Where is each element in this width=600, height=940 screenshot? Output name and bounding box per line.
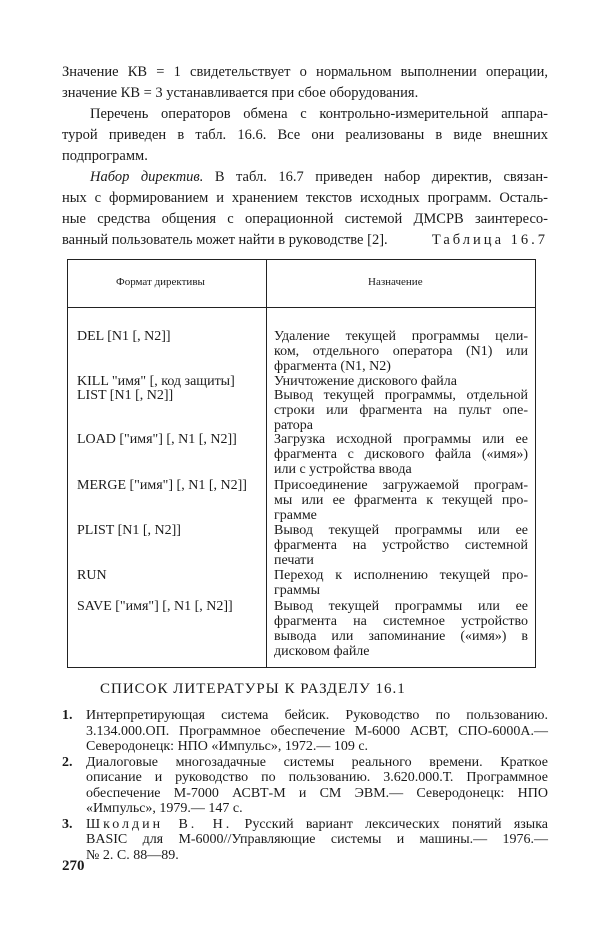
directives-table bbox=[67, 259, 536, 668]
text-line: грамме bbox=[274, 508, 317, 523]
text-line: строки или фрагмента на пульт опе- bbox=[274, 403, 528, 418]
text-line: Вывод текущей программы или ее bbox=[274, 599, 528, 614]
reference-item bbox=[62, 817, 548, 864]
reference-author: Школдин В. Н. bbox=[86, 816, 233, 832]
text-line: Загрузка исходной программы или ее bbox=[274, 432, 528, 447]
column-header-purpose: Назначение bbox=[368, 276, 423, 288]
text-line: фрагмента (N1, N2) bbox=[274, 359, 391, 374]
directive-format: DEL [N1 [, N2]] bbox=[77, 329, 171, 344]
text-line: Удаление текущей программы цели- bbox=[274, 329, 528, 344]
directive-description bbox=[274, 374, 528, 389]
reference-item bbox=[62, 708, 548, 755]
reference-number: 3. bbox=[62, 816, 73, 832]
text-line: вывода или запоминание («имя») в bbox=[274, 629, 528, 644]
column-divider bbox=[266, 260, 267, 667]
text-line: ратора bbox=[274, 418, 313, 433]
text-line: ные средства общения с операционной системой ДМСРВ заинтересо- bbox=[62, 211, 548, 227]
text-line: 3.134.000.ОП. Программное обеспечение М-6000 АСВТ, СПО-6000А.— bbox=[86, 723, 548, 739]
text-line bbox=[86, 817, 548, 833]
directive-description bbox=[274, 432, 528, 477]
text-line: печати bbox=[274, 553, 314, 568]
directive-format: PLIST [N1 [, N2]] bbox=[77, 523, 181, 538]
text-line: Интерпретирующая система бейсик. Руководство по пользованию. bbox=[86, 708, 548, 723]
text-line: фрагмента с дискового файла («имя») bbox=[274, 447, 528, 462]
directive-format: LIST [N1 [, N2]] bbox=[77, 388, 174, 403]
text-line: Присоединение загружаемой програм- bbox=[274, 478, 528, 493]
references-heading: СПИСОК ЛИТЕРАТУРЫ К РАЗДЕЛУ 16.1 bbox=[100, 681, 406, 697]
text-line: фрагмента на системное устройство bbox=[274, 614, 528, 629]
italic-term: Набор директив. bbox=[90, 169, 204, 185]
text-line: подпрограмм. bbox=[62, 148, 148, 164]
text-line: Диалоговые многозадачные системы реального времени. Краткое bbox=[86, 754, 548, 770]
text-line: Уничтожение дискового файла bbox=[274, 374, 457, 389]
header-divider bbox=[68, 307, 535, 308]
column-header-format: Формат директивы bbox=[116, 276, 205, 288]
directive-description bbox=[274, 568, 528, 598]
text-line: ванный пользователь может найти в руководстве [2]. bbox=[62, 232, 388, 248]
text-line: обеспечение М-7000 АСВТ-М и СМ ЭВМ.— Северодонецк: НПО bbox=[86, 785, 548, 801]
directive-format: LOAD ["имя"] [, N1 [, N2]] bbox=[77, 432, 237, 447]
directive-format: MERGE ["имя"] [, N1 [, N2]] bbox=[77, 478, 247, 493]
text-line: Значение КВ = 1 свидетельствует о нормальном выполнении операции, bbox=[62, 64, 548, 80]
text-line: «Импульс», 1979.— 147 с. bbox=[86, 801, 243, 816]
text-line: ком, отдельного оператора (N1) или bbox=[274, 344, 528, 359]
text-fragment: Русский вариант лексических понятий языка bbox=[232, 816, 548, 832]
text-line: Переход к исполнению текущей про- bbox=[274, 568, 528, 583]
paragraph-status-codes bbox=[62, 62, 548, 104]
text-line: Вывод текущей программы или ее bbox=[274, 523, 528, 538]
text-line: мы или ее фрагмента к текущей про- bbox=[274, 493, 528, 508]
text-line: фрагмента на устройство системной bbox=[274, 538, 528, 553]
text-line: Северодонецк: НПО «Импульс», 1972.— 109 с. bbox=[86, 739, 369, 754]
text-line bbox=[62, 167, 548, 188]
text-line: значение КВ = 3 устанавливается при сбое оборудования. bbox=[62, 85, 419, 101]
paragraph-operators bbox=[62, 104, 548, 167]
directive-description bbox=[274, 329, 528, 374]
text-line: описание и руководство по пользованию. 3.620.000.Т. Программное bbox=[86, 770, 548, 785]
directive-description bbox=[274, 478, 528, 523]
text-line: ных с формированием и хранением текстов исходных программ. Осталь- bbox=[62, 190, 548, 206]
text-line: турой приведен в табл. 16.6. Все они реализованы в виде внешних bbox=[62, 127, 548, 143]
reference-number: 2. bbox=[62, 754, 73, 770]
table-caption: Таблица 16.7 bbox=[431, 232, 548, 248]
reference-number: 1. bbox=[62, 708, 73, 723]
directive-description bbox=[274, 599, 528, 659]
directive-format: RUN bbox=[77, 568, 107, 583]
references-list bbox=[62, 708, 548, 863]
text-line: дисковом файле bbox=[274, 644, 370, 659]
text-line: Перечень операторов обмена с контрольно-измерительной аппара- bbox=[90, 106, 548, 122]
text-line: граммы bbox=[274, 583, 321, 598]
text-line: Вывод текущей программы, отдельной bbox=[274, 388, 528, 403]
directive-format: SAVE ["имя"] [, N1 [, N2]] bbox=[77, 599, 233, 614]
text-line: или с устройства ввода bbox=[274, 462, 412, 477]
page-number: 270 bbox=[62, 858, 85, 874]
text-line: № 2. С. 88—89. bbox=[86, 847, 179, 863]
text-fragment: В табл. 16.7 приведен набор директив, связан- bbox=[203, 169, 548, 185]
reference-item bbox=[62, 755, 548, 817]
text-line: BASIC для М-6000//Управляющие системы и машины.— 1976.— bbox=[86, 832, 548, 847]
directive-format: KILL "имя" [, код защиты] bbox=[77, 374, 235, 389]
directive-description bbox=[274, 523, 528, 568]
directive-description bbox=[274, 388, 528, 433]
